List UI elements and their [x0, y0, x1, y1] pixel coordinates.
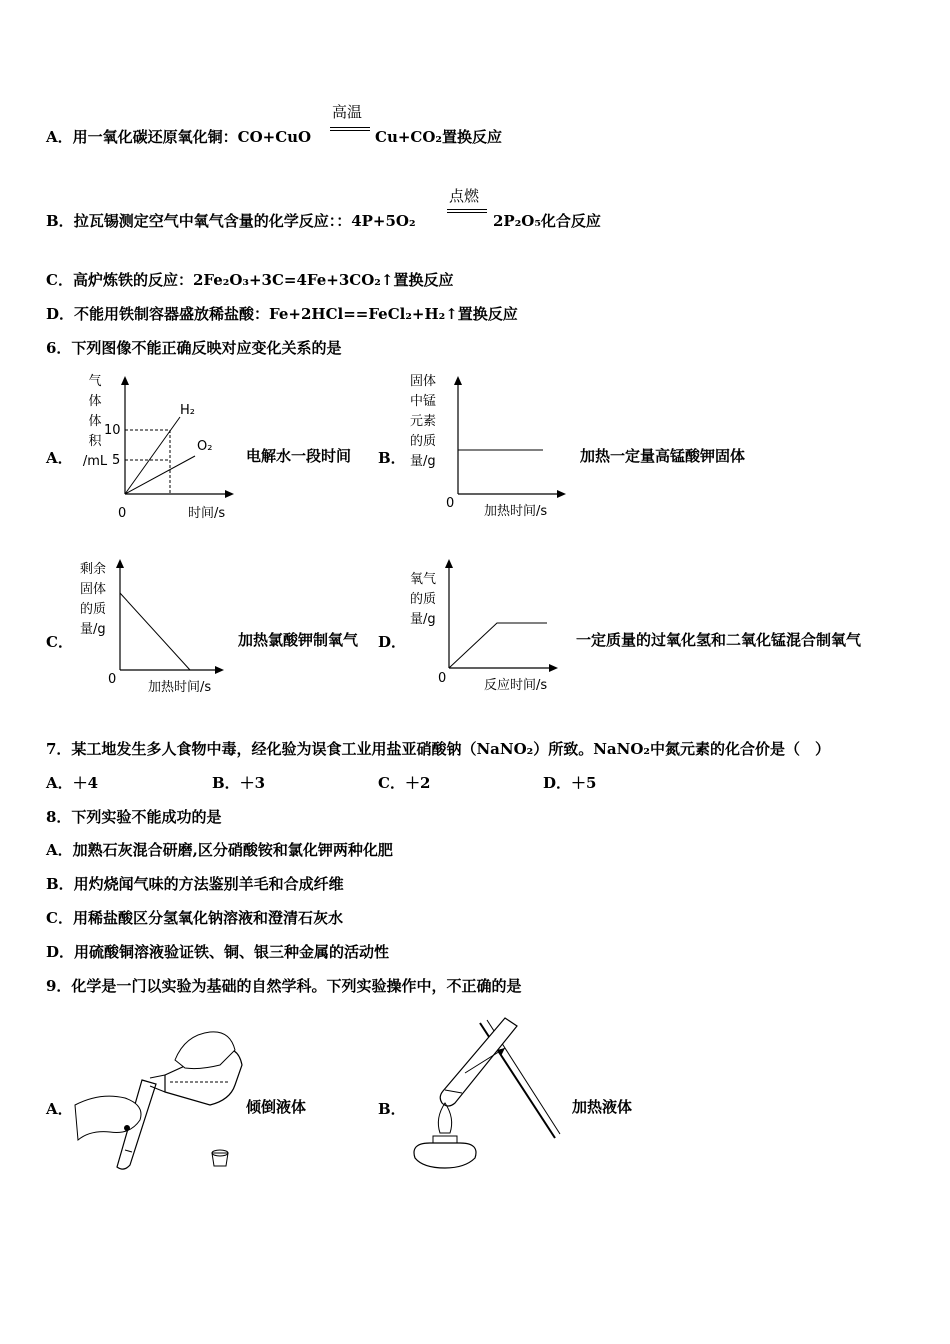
q5-d-text: 不能用铁制容器盛放稀盐酸：Fe+2HCl==FeCl₂+H₂↑置换反应	[74, 305, 518, 323]
option-label: D．	[46, 305, 75, 323]
origin-label: 0	[438, 671, 447, 686]
q7-stem: 7．某工地发生多人食物中毒，经化验为误食工业用盐亚硝酸钠（NaNO₂）所致。NaNO₂中氮元素的化合价是（ ）	[46, 740, 830, 758]
q8-option-b: B．用灼烧闻气味的方法鉴别羊毛和合成纤维	[46, 875, 344, 893]
q5-option-d	[46, 305, 518, 323]
q8-option-c: C．用稀盐酸区分氢氧化钠溶液和澄清石灰水	[46, 909, 343, 927]
q6-d-label: D．	[378, 633, 407, 651]
q6-a-chart	[100, 372, 250, 532]
q9-b-label: B．	[378, 1100, 406, 1118]
bottle-neck	[150, 1086, 165, 1092]
bottle-neck	[150, 1075, 165, 1078]
q5-c-text: 高炉炼铁的反应：2Fe₂O₃+3C=4Fe+3CO₂↑置换反应	[72, 271, 454, 289]
ylabel-line: 元素	[410, 414, 437, 429]
q8-stem: 8．下列实验不能成功的是	[46, 808, 222, 826]
origin-label: 0	[108, 672, 117, 687]
q5-a-condition: 高温	[332, 103, 363, 121]
q9-a-caption: 倾倒液体	[246, 1098, 307, 1116]
pouring-liquid-illustration	[70, 1020, 245, 1175]
ylabel-line: 中锰	[410, 394, 437, 409]
q5-option-a	[46, 128, 311, 146]
h2-label: H₂	[180, 403, 195, 418]
tube-liquid	[125, 1150, 132, 1152]
q5-option-c	[46, 271, 453, 289]
heating-liquid-illustration	[405, 1008, 570, 1173]
o2-series-line	[125, 456, 195, 494]
q6-b-caption: 加热一定量高锰酸钾固体	[580, 447, 746, 465]
option-label: C．	[46, 271, 73, 289]
alcohol-lamp-icon	[414, 1143, 476, 1168]
option-label: A．	[46, 128, 73, 146]
ylabel-char: 体	[88, 414, 102, 429]
q9-b-caption: 加热液体	[572, 1098, 633, 1116]
q6-c-caption: 加热氯酸钾制氧气	[238, 631, 359, 649]
ylabel-line: 量/g	[410, 612, 436, 627]
x-axis-arrow	[549, 664, 558, 672]
h2-series-line	[125, 417, 180, 494]
ylabel-line: 量/g	[80, 622, 106, 637]
q9-a-label: A．	[46, 1100, 73, 1118]
q7-option-d: D．＋5	[543, 774, 597, 792]
origin-label: 0	[446, 496, 455, 511]
ylabel-line: 固体	[80, 582, 107, 597]
q5-b-equal-sign	[447, 209, 487, 213]
y-axis-arrow	[445, 559, 453, 568]
solid-series-line	[120, 593, 190, 670]
fingertip-mark	[124, 1125, 130, 1131]
q8-option-a: A．加熟石灰混合研磨,区分硝酸铵和氯化钾两种化肥	[46, 841, 393, 859]
x-axis-arrow	[225, 490, 234, 498]
o2-label: O₂	[197, 439, 213, 454]
ylabel-line: 的质	[80, 602, 107, 617]
y-axis-arrow	[454, 376, 462, 385]
q6-stem: 6．下列图像不能正确反映对应变化关系的是	[46, 339, 342, 357]
q5-b-condition: 点燃	[449, 187, 480, 205]
ylabel-line: 的质	[410, 592, 437, 607]
q6-c-label: C．	[46, 633, 73, 651]
q7-option-b: B．＋3	[212, 774, 266, 792]
ylabel-line: 剩余	[80, 562, 107, 577]
ylabel-line: 的质	[410, 434, 437, 449]
q5-b-text: 拉瓦锡测定空气中氧气含量的化学反应：：4P+5O₂	[73, 212, 416, 230]
q5-a-equal-sign	[330, 127, 370, 131]
flame-icon	[438, 1103, 451, 1133]
ylabel-line: 固体	[410, 374, 437, 389]
ylabel-line: 氧气	[410, 572, 437, 587]
q5-a-product: Cu+CO₂置换反应	[375, 128, 502, 146]
x-axis-label: 加热时间/s	[484, 504, 548, 519]
q8-option-d: D．用硫酸铜溶液验证铁、铜、银三种金属的活动性	[46, 943, 390, 961]
q5-option-b	[46, 212, 416, 230]
x-axis-label: 反应时间/s	[484, 678, 548, 693]
y-tick-5: 5	[112, 453, 121, 468]
lamp-wick-holder	[433, 1136, 457, 1143]
q6-b-ylabel	[410, 372, 436, 472]
q5-b-product: 2P₂O₅化合反应	[493, 212, 601, 230]
q6-a-caption: 电解水一段时间	[246, 447, 352, 465]
y-axis-arrow	[121, 376, 129, 385]
x-axis-arrow	[215, 666, 224, 674]
q6-b-chart	[440, 372, 575, 522]
q9-stem: 9．化学是一门以实验为基础的自然学科。下列实验操作中，不正确的是	[46, 977, 522, 995]
ylabel-char: 积	[88, 434, 102, 449]
q6-d-chart	[432, 555, 567, 700]
q6-b-label: B．	[378, 449, 406, 467]
hand-icon	[175, 1032, 235, 1069]
x-axis-label: 加热时间/s	[148, 680, 212, 695]
q6-c-chart	[100, 555, 235, 700]
q6-d-caption: 一定质量的过氧化氢和二氧化锰混合制氧气	[576, 631, 862, 649]
origin-label: 0	[118, 506, 127, 521]
q7-option-a: A．＋4	[46, 774, 99, 792]
o2-series-line	[449, 623, 547, 668]
ylabel-char: 体	[88, 394, 102, 409]
x-axis-arrow	[557, 490, 566, 498]
q6-a-label: A．	[46, 449, 73, 467]
y-tick-10: 10	[104, 423, 121, 438]
y-axis-arrow	[116, 559, 124, 568]
ylabel-char: 气	[88, 374, 102, 389]
option-label: B．	[46, 212, 74, 230]
hand-icon	[75, 1096, 141, 1140]
ylabel-line: 量/g	[410, 454, 436, 469]
q7-option-c: C．＋2	[378, 774, 431, 792]
x-axis-label: 时间/s	[188, 506, 226, 521]
q5-a-text: 用一氧化碳还原氧化铜：CO+CuO	[72, 128, 312, 146]
ylabel-char: /mL	[82, 454, 108, 469]
